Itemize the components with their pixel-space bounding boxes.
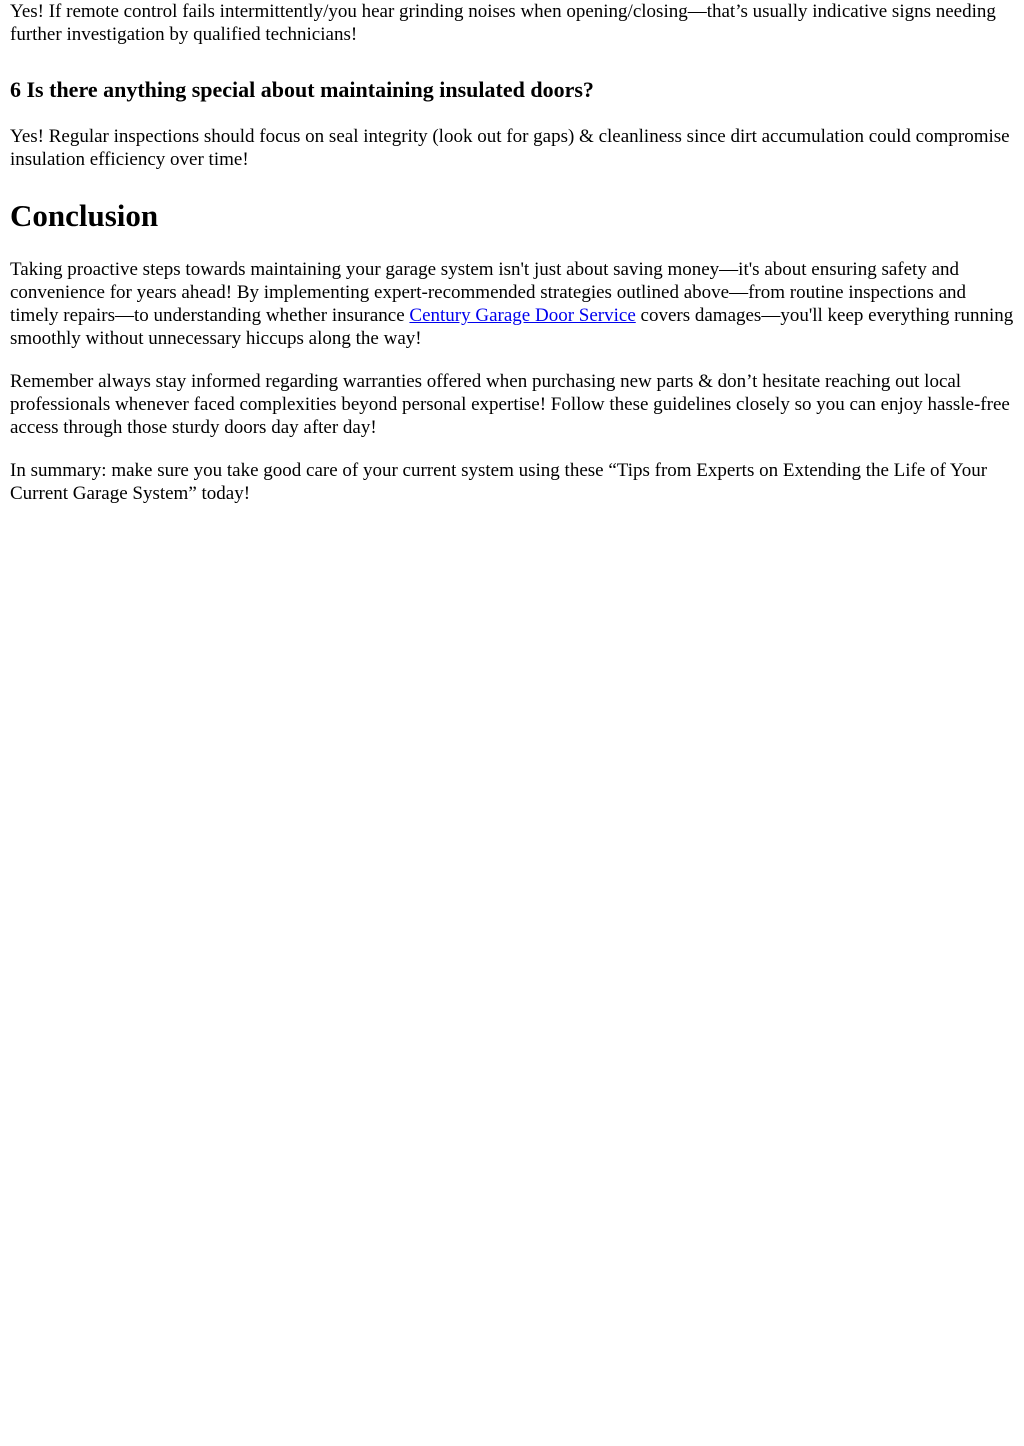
conclusion-paragraph-1 bbox=[10, 258, 1014, 350]
conclusion-paragraph-2: Remember always stay informed regarding warranties offered when purchasing new parts & don’t hesitate reaching out local professionals whenever faced complexities beyond personal expertise! Follow these guidelines closely so you can enjoy hassle-free access through those sturdy doors day after day! bbox=[10, 371, 1010, 438]
faq-5-answer: Yes! If remote control fails intermittently/you hear grinding noises when opening/closing—that’s usually indicative signs needing further investigation by qualified technicians! bbox=[10, 1, 996, 45]
conclusion-paragraph-1-text-end: covers damages—you'll keep everything running smoothly without unnecessary hiccups along the way! bbox=[10, 305, 1014, 349]
conclusion-paragraph-3: In summary: make sure you take good care of your current system using these “Tips from Experts on Extending the Life of Your Current Garage System” today! bbox=[10, 460, 988, 504]
faq-6-heading: 6 Is there anything special about maintaining insulated doors? bbox=[10, 77, 594, 102]
faq-6-answer: Yes! Regular inspections should focus on seal integrity (look out for gaps) & cleanliness since dirt accumulation could compromise insulation efficiency over time! bbox=[10, 126, 1010, 170]
article-body bbox=[0, 0, 1024, 505]
century-garage-door-service-link[interactable]: Century Garage Door Service bbox=[409, 305, 636, 326]
conclusion-heading: Conclusion bbox=[10, 198, 159, 233]
conclusion-paragraph-1-text-start: Taking proactive steps towards maintaining your garage system isn't just about saving money—it's about ensuring safety and convenience for years ahead! By implementing expert-recommended strategies outlined above—from routine inspections and timely repairs—to understanding whether insurance bbox=[10, 259, 967, 326]
